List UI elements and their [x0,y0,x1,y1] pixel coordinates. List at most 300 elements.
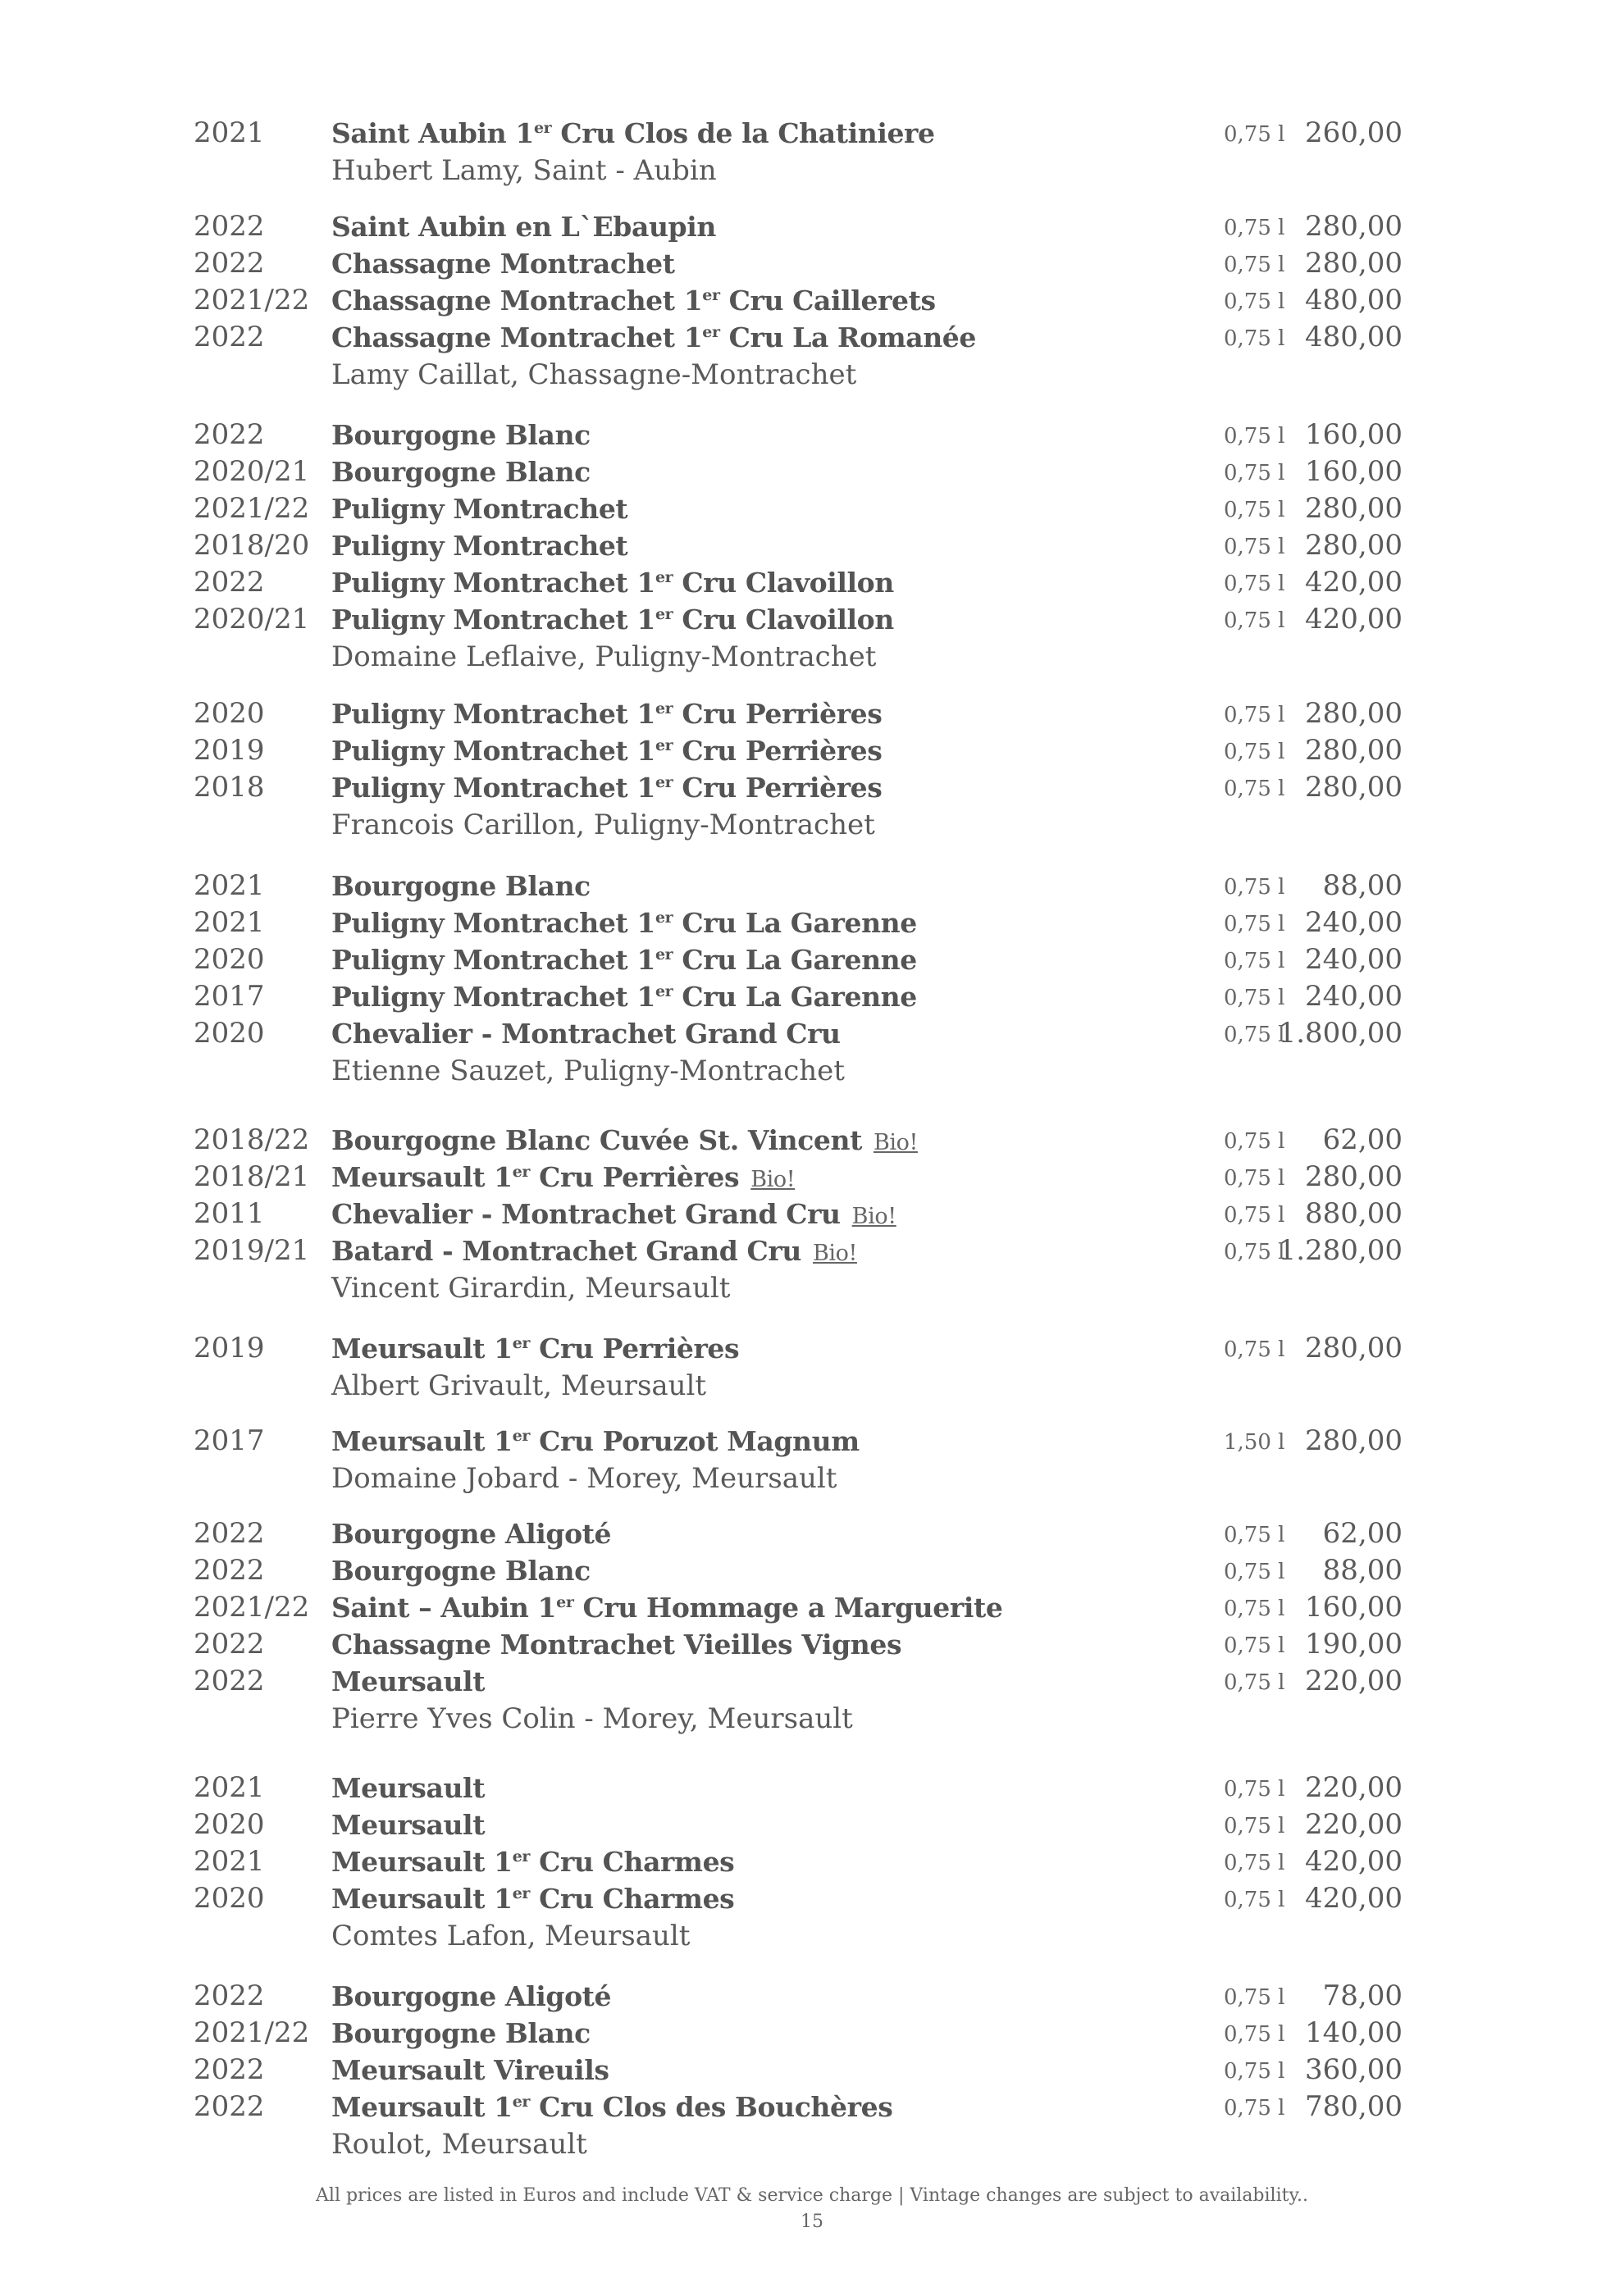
wine-name-suffix: Cru Poruzot Magnum [530,1425,860,1457]
vintage: 2021/22 [194,492,310,525]
bottle-volume: 0,75 l [1224,1633,1285,1658]
price: 220,00 [1305,1771,1403,1804]
wine-name-text: Chevalier - Montrachet Grand Cru [331,1198,841,1230]
vintage: 2022 [194,566,265,599]
wine-name-suffix: Cru Perrières [673,772,883,804]
producer-name: Hubert Lamy, Saint - Aubin [331,154,717,187]
vintage: 2017 [194,980,265,1013]
wine-name [331,1626,901,1663]
bottle-volume: 0,75 l [1224,2022,1285,2047]
wine-row [0,1626,1624,1663]
price: 280,00 [1305,734,1403,767]
producer-name: Comtes Lafon, Meursault [331,1920,691,1952]
wine-row [0,1978,1624,2015]
wine-name-suffix: Cru Caillerets [719,285,936,317]
producer-name: Etienne Sauzet, Puligny-Montrachet [331,1055,845,1087]
wine-name [331,245,675,282]
producer-line [0,2125,1624,2163]
wine-name-text: Bourgogne Aligoté [331,1980,612,2012]
wine-row [0,527,1624,564]
wine-name [331,208,716,245]
wine-name-suffix: Cru Clavoillon [673,604,894,636]
wine-name [331,1122,918,1161]
producer-group [0,417,1624,676]
price: 480,00 [1305,321,1403,353]
wine-name-text: Saint Aubin en L`Ebaupin [331,211,716,243]
wine-name [331,732,882,769]
wine-name [331,1330,739,1367]
producer-line [0,1269,1624,1307]
premier-cru-superscript: er [655,568,673,586]
wine-name-suffix: Cru La Garenne [673,907,917,939]
wine-name-text: Bourgogne Blanc Cuvée St. Vincent [331,1124,862,1156]
vintage: 2020/21 [194,455,310,488]
wine-row [0,2089,1624,2125]
vintage: 2021 [194,116,265,149]
bottle-volume: 0,75 l [1224,949,1285,973]
price: 780,00 [1305,2090,1403,2123]
producer-group [0,1423,1624,1497]
producer-group [0,1770,1624,1955]
price: 220,00 [1305,1665,1403,1697]
producer-group [0,1978,1624,2163]
price: 62,00 [1322,1517,1403,1550]
producer-name: Albert Grivault, Meursault [331,1369,707,1402]
producer-group [0,115,1624,189]
producer-name: Domaine Jobard - Morey, Meursault [331,1462,837,1495]
price: 260,00 [1305,116,1403,149]
vintage: 2022 [194,2090,265,2123]
wine-row [0,601,1624,638]
bio-badge: Bio! [812,1241,857,1266]
price: 280,00 [1305,247,1403,280]
vintage: 2019 [194,734,265,767]
wine-row [0,115,1624,152]
wine-name-text: Bourgogne Aligoté [331,1518,612,1550]
wine-row [0,904,1624,941]
bottle-volume: 0,75 l [1224,1597,1285,1621]
vintage: 2022 [194,1628,265,1660]
wine-row [0,2052,1624,2089]
vintage: 2021/22 [194,1591,310,1624]
wine-name-text: Chassagne Montrachet [331,248,675,280]
price: 480,00 [1305,284,1403,317]
price: 78,00 [1322,1979,1403,2012]
price: 160,00 [1305,418,1403,451]
wine-row [0,1589,1624,1626]
wine-name [331,2015,591,2052]
wine-name [331,695,882,732]
price: 880,00 [1305,1197,1403,1230]
premier-cru-superscript: er [512,1163,530,1181]
wine-row [0,417,1624,453]
producer-line [0,356,1624,394]
bottle-volume: 0,75 l [1224,424,1285,449]
bottle-volume: 0,75 l [1224,289,1285,314]
bottle-volume: 0,75 l [1224,253,1285,277]
producer-line [0,1367,1624,1405]
bottle-volume: 0,75 l [1224,2096,1285,2121]
bottle-volume: 0,75 l [1224,1523,1285,1547]
bottle-volume: 0,75 l [1224,875,1285,900]
wine-name-text: Puligny Montrachet [331,530,628,562]
bottle-volume: 0,75 l [1224,1777,1285,1802]
wine-name [331,1806,485,1843]
price: 160,00 [1305,455,1403,488]
premier-cru-superscript: er [655,982,673,1000]
wine-name [331,601,894,638]
wine-name-suffix: Cru Clos des Bouchères [530,2091,893,2123]
bottle-volume: 0,75 l [1224,1166,1285,1191]
producer-name: Vincent Girardin, Meursault [331,1272,731,1305]
price: 420,00 [1305,603,1403,636]
wine-name-text: Bourgogne Blanc [331,456,591,488]
wine-name-text: Meursault 1 [331,1846,513,1878]
wine-row [0,1196,1624,1232]
wine-name [331,1232,857,1272]
wine-name-text: Puligny Montrachet 1 [331,772,655,804]
producer-name: Francois Carillon, Puligny-Montrachet [331,809,875,841]
wine-name-text: Bourgogne Blanc [331,2017,591,2049]
price: 280,00 [1305,1160,1403,1193]
bottle-volume: 0,75 l [1224,572,1285,596]
wine-name [331,1663,485,1700]
vintage: 2021/22 [194,284,310,317]
price: 240,00 [1305,943,1403,976]
bottle-volume: 0,75 l [1224,1560,1285,1584]
wine-row [0,208,1624,245]
wine-name [331,769,882,806]
premier-cru-superscript: er [702,286,720,304]
vintage: 2020 [194,943,265,976]
wine-name-suffix: Cru Clos de la Chatiniere [551,117,935,149]
wine-name-text: Bourgogne Blanc [331,870,591,902]
wine-name-suffix: Cru Perrières [673,698,883,730]
wine-row [0,1515,1624,1552]
bottle-volume: 0,75 l [1224,2059,1285,2084]
wine-name-suffix: Cru La Romanée [719,321,976,353]
wine-row [0,1843,1624,1880]
wine-name-text: Saint – Aubin 1 [331,1592,557,1624]
wine-row [0,1015,1624,1052]
vintage: 2022 [194,247,265,280]
wine-name [331,319,976,356]
vintage: 2022 [194,1517,265,1550]
wine-row [0,2015,1624,2052]
wine-name-text: Chevalier - Montrachet Grand Cru [331,1018,841,1050]
bottle-volume: 0,75 l [1224,498,1285,522]
bottle-volume: 0,75 l [1224,608,1285,633]
wine-name [331,453,591,490]
vintage: 2011 [194,1197,265,1230]
premier-cru-superscript: er [655,736,673,754]
wine-name-text: Meursault [331,1665,486,1697]
vintage: 2022 [194,2053,265,2086]
wine-name-suffix: Cru Charmes [530,1846,735,1878]
wine-name-text: Meursault [331,1772,486,1804]
bottle-volume: 0,75 l [1224,1888,1285,1912]
vintage: 2022 [194,210,265,243]
premier-cru-superscript: er [512,1334,530,1352]
vintage: 2020 [194,1808,265,1841]
vintage: 2017 [194,1424,265,1457]
price: 280,00 [1305,1332,1403,1364]
wine-name [331,1843,734,1880]
wine-name-suffix: Cru La Garenne [673,944,917,976]
wine-row [0,1232,1624,1269]
footer-note: All prices are listed in Euros and include VAT & service charge | Vintage changes are subject to availability.. [316,2185,1308,2206]
wine-name [331,978,917,1015]
producer-group [0,1122,1624,1307]
price: 280,00 [1305,697,1403,730]
price: 280,00 [1305,492,1403,525]
wine-name [331,941,917,978]
wine-name-suffix: Cru Perrières [530,1161,740,1193]
wine-name-text: Puligny Montrachet 1 [331,567,655,599]
price: 160,00 [1305,1591,1403,1624]
producer-line [0,638,1624,676]
premier-cru-superscript: er [655,773,673,791]
wine-name-text: Meursault 1 [331,2091,513,2123]
wine-name [331,1159,795,1198]
price: 420,00 [1305,566,1403,599]
producer-line [0,152,1624,189]
wine-name-text: Chassagne Montrachet 1 [331,285,703,317]
wine-name-text: Puligny Montrachet 1 [331,735,655,767]
wine-name [331,1015,841,1052]
vintage: 2018 [194,771,265,804]
vintage: 2018/20 [194,529,310,562]
bio-badge: Bio! [873,1130,918,1155]
price: 280,00 [1305,1424,1403,1457]
wine-name-text: Meursault [331,1809,486,1841]
wine-name [331,490,627,527]
wine-name-text: Puligny Montrachet [331,493,628,525]
wine-name-text: Bourgogne Blanc [331,419,591,451]
wine-name [331,417,591,453]
wine-name-text: Saint Aubin 1 [331,117,534,149]
vintage: 2020 [194,1017,265,1050]
bottle-volume: 0,75 l [1224,326,1285,351]
premier-cru-superscript: er [512,2093,530,2111]
wine-name-suffix: Cru Charmes [530,1883,735,1915]
wine-row [0,1330,1624,1367]
premier-cru-superscript: er [556,1593,574,1611]
wine-name-text: Meursault Vireuils [331,2054,609,2086]
wine-name-text: Puligny Montrachet 1 [331,604,655,636]
wine-name [331,1423,860,1460]
wine-row [0,453,1624,490]
wine-row [0,245,1624,282]
vintage: 2019 [194,1332,265,1364]
premier-cru-superscript: er [702,323,720,341]
price: 280,00 [1305,771,1403,804]
vintage: 2019/21 [194,1234,310,1267]
wine-name-suffix: Cru Hommage a Marguerite [573,1592,1003,1624]
wine-row [0,769,1624,806]
wine-name-text: Chassagne Montrachet 1 [331,321,703,353]
wine-row [0,490,1624,527]
vintage: 2020 [194,1882,265,1915]
wine-name [331,527,627,564]
bottle-volume: 0,75 l [1224,461,1285,485]
bottle-volume: 0,75 l [1224,122,1285,147]
producer-name: Domaine Leflaive, Puligny-Montrachet [331,640,877,673]
price: 280,00 [1305,210,1403,243]
wine-row [0,941,1624,978]
premier-cru-superscript: er [655,909,673,927]
bottle-volume: 0,75 l [1224,1985,1285,2010]
page-number: 15 [801,2212,823,2232]
wine-name [331,2052,609,2089]
wine-name-text: Puligny Montrachet 1 [331,981,655,1013]
producer-group [0,1515,1624,1738]
vintage: 2020 [194,697,265,730]
wine-row [0,868,1624,904]
wine-name-text: Bourgogne Blanc [331,1555,591,1587]
wine-name [331,1770,485,1806]
price: 420,00 [1305,1882,1403,1915]
producer-name: Lamy Caillat, Chassagne-Montrachet [331,358,857,391]
wine-name [331,2089,892,2125]
wine-name [331,564,894,601]
bottle-volume: 1,50 l [1224,1430,1285,1455]
price: 360,00 [1305,2053,1403,2086]
premier-cru-superscript: er [655,699,673,718]
wine-row [0,282,1624,319]
price: 240,00 [1305,906,1403,939]
wine-name-text: Meursault 1 [331,1883,513,1915]
premier-cru-superscript: er [512,1847,530,1866]
wine-row [0,564,1624,601]
bottle-volume: 0,75 l [1224,1023,1285,1047]
bottle-volume: 0,75 l [1224,216,1285,240]
producer-line [0,806,1624,844]
wine-row [0,695,1624,732]
vintage: 2021 [194,1845,265,1878]
vintage: 2020/21 [194,603,310,636]
producer-name: Pierre Yves Colin - Morey, Meursault [331,1702,853,1735]
vintage: 2018/22 [194,1123,310,1156]
price: 420,00 [1305,1845,1403,1878]
producer-line [0,1460,1624,1497]
wine-row [0,1423,1624,1460]
wine-name [331,1552,591,1589]
wine-row [0,978,1624,1015]
premier-cru-superscript: er [512,1427,530,1445]
producer-group [0,1330,1624,1405]
bottle-volume: 0,75 l [1224,986,1285,1010]
vintage: 2022 [194,1554,265,1587]
wine-row [0,1122,1624,1159]
wine-name [331,868,591,904]
price: 88,00 [1322,869,1403,902]
price: 140,00 [1305,2016,1403,2049]
wine-name-text: Meursault 1 [331,1161,513,1193]
bottle-volume: 0,75 l [1224,1814,1285,1838]
vintage: 2022 [194,321,265,353]
wine-name-text: Meursault 1 [331,1425,513,1457]
bottle-volume: 0,75 l [1224,1203,1285,1228]
wine-name-text: Puligny Montrachet 1 [331,944,655,976]
vintage: 2018/21 [194,1160,310,1193]
premier-cru-superscript: er [512,1884,530,1902]
bottle-volume: 0,75 l [1224,777,1285,801]
wine-name-suffix: Cru Perrières [673,735,883,767]
price: 240,00 [1305,980,1403,1013]
bottle-volume: 0,75 l [1224,1337,1285,1362]
bio-badge: Bio! [750,1167,796,1192]
producer-line [0,1052,1624,1090]
producer-group [0,695,1624,844]
producer-line [0,1917,1624,1955]
vintage: 2021 [194,869,265,902]
premier-cru-superscript: er [533,119,552,137]
bottle-volume: 0,75 l [1224,912,1285,936]
vintage: 2022 [194,1665,265,1697]
bottle-volume: 0,75 l [1224,1670,1285,1695]
wine-name-text: Puligny Montrachet 1 [331,698,655,730]
wine-name-text: Puligny Montrachet 1 [331,907,655,939]
premier-cru-superscript: er [655,605,673,623]
wine-name-suffix: Cru Clavoillon [673,567,894,599]
wine-name [331,1589,1002,1626]
bottle-volume: 0,75 l [1224,535,1285,559]
price: 1.280,00 [1278,1234,1403,1267]
wine-name-text: Meursault 1 [331,1332,513,1364]
vintage: 2022 [194,418,265,451]
bottle-volume: 0,75 l [1224,1129,1285,1154]
bottle-volume: 0,75 l [1224,740,1285,764]
wine-name [331,1880,734,1917]
vintage: 2021 [194,1771,265,1804]
vintage: 2022 [194,1979,265,2012]
price: 1.800,00 [1278,1017,1403,1050]
wine-name [331,1978,611,2015]
wine-name [331,904,917,941]
producer-line [0,1700,1624,1738]
wine-name-text: Chassagne Montrachet Vieilles Vignes [331,1629,902,1660]
price: 62,00 [1322,1123,1403,1156]
wine-row [0,1880,1624,1917]
premier-cru-superscript: er [655,945,673,963]
price: 190,00 [1305,1628,1403,1660]
bottle-volume: 0,75 l [1224,1240,1285,1264]
wine-name [331,282,936,319]
wine-row [0,732,1624,769]
wine-name [331,1196,896,1235]
wine-name-suffix: Cru La Garenne [673,981,917,1013]
producer-group [0,208,1624,394]
price: 220,00 [1305,1808,1403,1841]
bio-badge: Bio! [851,1204,896,1229]
producer-name: Roulot, Meursault [331,2128,587,2161]
wine-name [331,1515,611,1552]
wine-row [0,1663,1624,1700]
price: 280,00 [1305,529,1403,562]
wine-row [0,1806,1624,1843]
wine-row [0,1552,1624,1589]
vintage: 2021/22 [194,2016,310,2049]
bottle-volume: 0,75 l [1224,1851,1285,1875]
wine-row [0,1159,1624,1196]
wine-row [0,319,1624,356]
wine-name [331,115,935,152]
wine-name-suffix: Cru Perrières [530,1332,740,1364]
vintage: 2021 [194,906,265,939]
price: 88,00 [1322,1554,1403,1587]
wine-name-text: Batard - Montrachet Grand Cru [331,1235,801,1267]
